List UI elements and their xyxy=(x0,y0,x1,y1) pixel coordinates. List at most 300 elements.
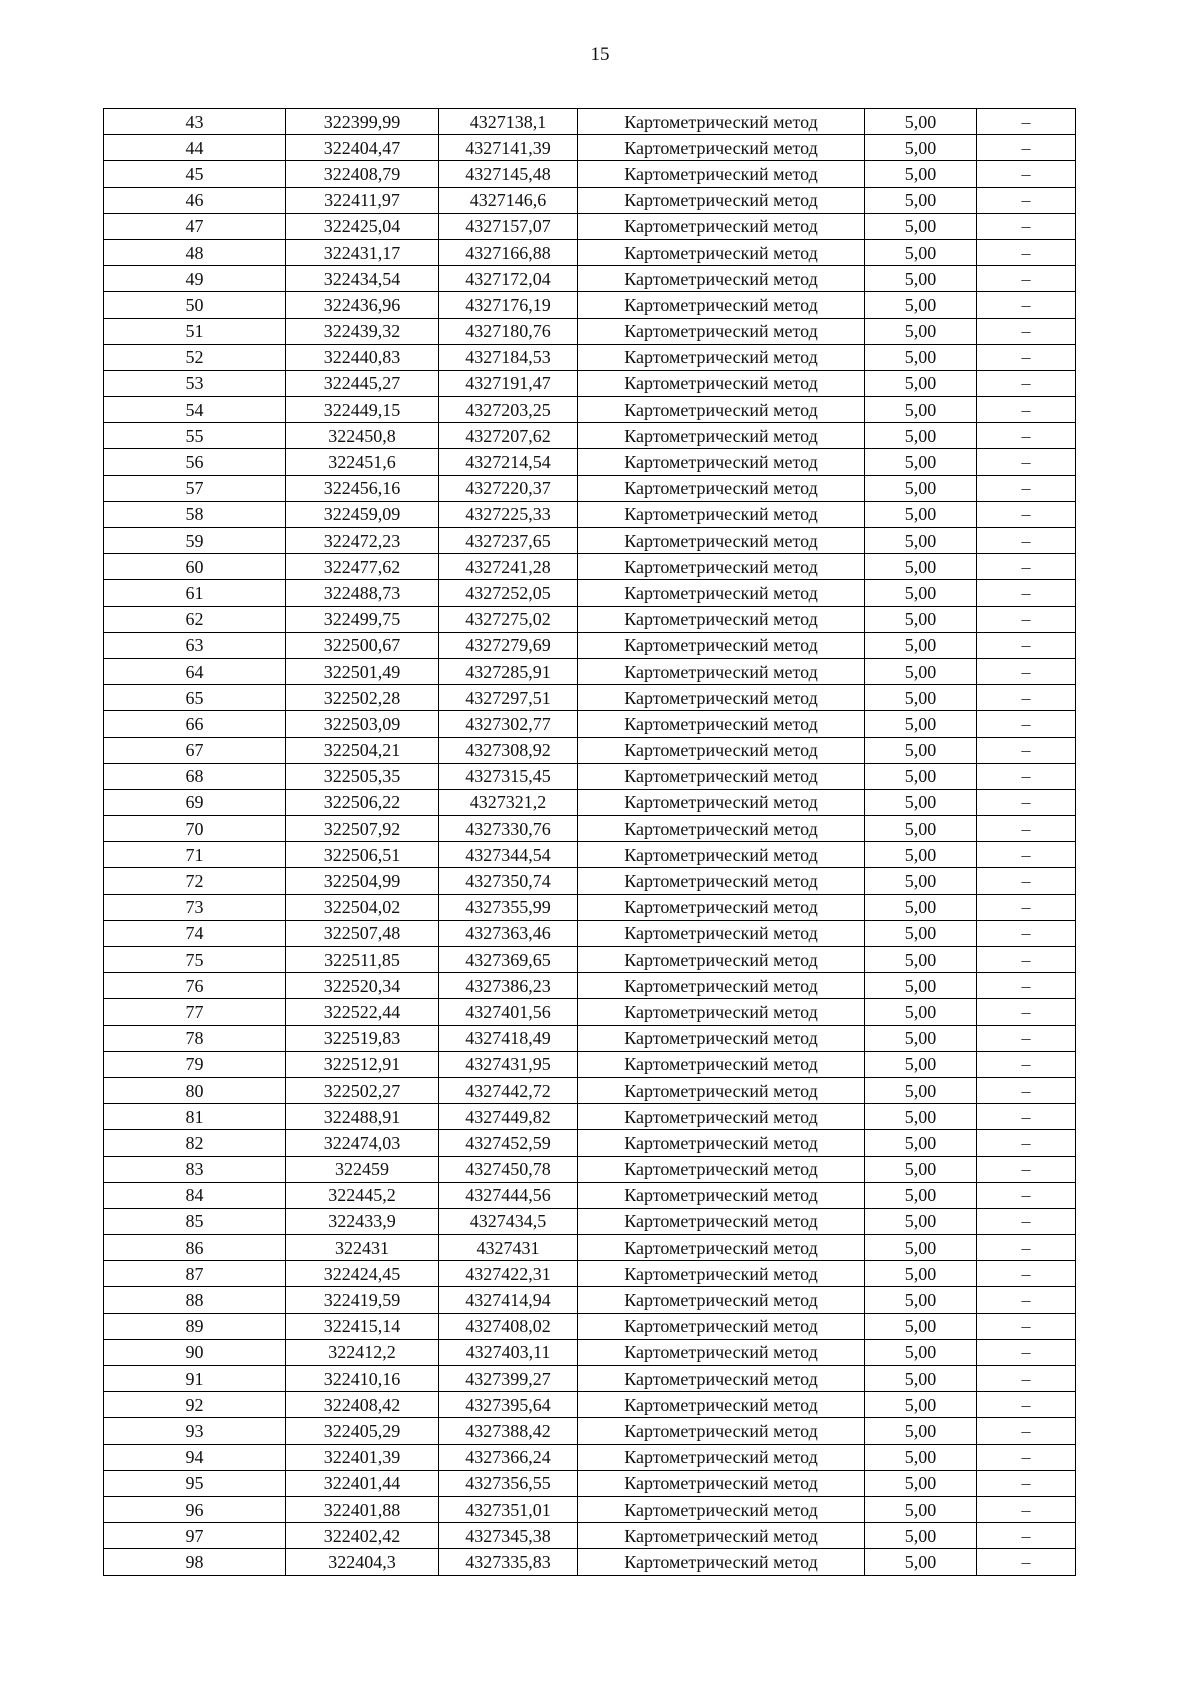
empty-value-dash-cell: – xyxy=(977,1287,1076,1313)
point-number-cell: 86 xyxy=(104,1235,286,1261)
table-row xyxy=(104,711,1076,737)
y-coordinate-cell: 4327285,91 xyxy=(439,658,578,684)
empty-value-dash-cell: – xyxy=(977,894,1076,920)
table-row xyxy=(104,763,1076,789)
x-coordinate-cell: 322504,02 xyxy=(286,894,439,920)
point-number-cell: 84 xyxy=(104,1182,286,1208)
y-coordinate-cell: 4327369,65 xyxy=(439,947,578,973)
table-row xyxy=(104,1444,1076,1470)
point-number-cell: 43 xyxy=(104,109,286,135)
table-row xyxy=(104,554,1076,580)
point-number-cell: 65 xyxy=(104,685,286,711)
method-cell: Картометрический метод xyxy=(578,501,865,527)
method-cell: Картометрический метод xyxy=(578,580,865,606)
x-coordinate-cell: 322424,45 xyxy=(286,1261,439,1287)
x-coordinate-cell: 322404,3 xyxy=(286,1549,439,1575)
method-cell: Картометрический метод xyxy=(578,1444,865,1470)
table-row xyxy=(104,1208,1076,1234)
coordinates-table-body xyxy=(104,109,1076,1576)
precision-cell: 5,00 xyxy=(865,789,977,815)
y-coordinate-cell: 4327241,28 xyxy=(439,554,578,580)
x-coordinate-cell: 322503,09 xyxy=(286,711,439,737)
empty-value-dash-cell: – xyxy=(977,1496,1076,1522)
y-coordinate-cell: 4327220,37 xyxy=(439,475,578,501)
empty-value-dash-cell: – xyxy=(977,1418,1076,1444)
x-coordinate-cell: 322451,6 xyxy=(286,449,439,475)
table-row xyxy=(104,1418,1076,1444)
method-cell: Картометрический метод xyxy=(578,816,865,842)
empty-value-dash-cell: – xyxy=(977,501,1076,527)
point-number-cell: 50 xyxy=(104,292,286,318)
table-row xyxy=(104,1470,1076,1496)
method-cell: Картометрический метод xyxy=(578,1549,865,1575)
precision-cell: 5,00 xyxy=(865,1392,977,1418)
empty-value-dash-cell: – xyxy=(977,1261,1076,1287)
empty-value-dash-cell: – xyxy=(977,213,1076,239)
precision-cell: 5,00 xyxy=(865,344,977,370)
table-row xyxy=(104,135,1076,161)
precision-cell: 5,00 xyxy=(865,947,977,973)
table-row xyxy=(104,894,1076,920)
point-number-cell: 91 xyxy=(104,1366,286,1392)
point-number-cell: 67 xyxy=(104,737,286,763)
precision-cell: 5,00 xyxy=(865,449,977,475)
empty-value-dash-cell: – xyxy=(977,1366,1076,1392)
empty-value-dash-cell: – xyxy=(977,685,1076,711)
method-cell: Картометрический метод xyxy=(578,789,865,815)
empty-value-dash-cell: – xyxy=(977,135,1076,161)
point-number-cell: 53 xyxy=(104,370,286,396)
x-coordinate-cell: 322445,27 xyxy=(286,370,439,396)
precision-cell: 5,00 xyxy=(865,135,977,161)
y-coordinate-cell: 4327434,5 xyxy=(439,1208,578,1234)
point-number-cell: 73 xyxy=(104,894,286,920)
method-cell: Картометрический метод xyxy=(578,370,865,396)
x-coordinate-cell: 322408,42 xyxy=(286,1392,439,1418)
table-row xyxy=(104,606,1076,632)
empty-value-dash-cell: – xyxy=(977,1130,1076,1156)
x-coordinate-cell: 322520,34 xyxy=(286,973,439,999)
precision-cell: 5,00 xyxy=(865,1130,977,1156)
y-coordinate-cell: 4327297,51 xyxy=(439,685,578,711)
method-cell: Картометрический метод xyxy=(578,1418,865,1444)
method-cell: Картометрический метод xyxy=(578,1496,865,1522)
y-coordinate-cell: 4327302,77 xyxy=(439,711,578,737)
precision-cell: 5,00 xyxy=(865,187,977,213)
precision-cell: 5,00 xyxy=(865,318,977,344)
y-coordinate-cell: 4327176,19 xyxy=(439,292,578,318)
table-row xyxy=(104,1366,1076,1392)
method-cell: Картометрический метод xyxy=(578,475,865,501)
empty-value-dash-cell: – xyxy=(977,397,1076,423)
empty-value-dash-cell: – xyxy=(977,1208,1076,1234)
precision-cell: 5,00 xyxy=(865,1025,977,1051)
empty-value-dash-cell: – xyxy=(977,344,1076,370)
y-coordinate-cell: 4327366,24 xyxy=(439,1444,578,1470)
method-cell: Картометрический метод xyxy=(578,161,865,187)
precision-cell: 5,00 xyxy=(865,763,977,789)
x-coordinate-cell: 322440,83 xyxy=(286,344,439,370)
x-coordinate-cell: 322488,91 xyxy=(286,1104,439,1130)
table-row xyxy=(104,1235,1076,1261)
method-cell: Картометрический метод xyxy=(578,1077,865,1103)
point-number-cell: 51 xyxy=(104,318,286,344)
precision-cell: 5,00 xyxy=(865,1366,977,1392)
y-coordinate-cell: 4327395,64 xyxy=(439,1392,578,1418)
y-coordinate-cell: 4327184,53 xyxy=(439,344,578,370)
y-coordinate-cell: 4327172,04 xyxy=(439,266,578,292)
method-cell: Картометрический метод xyxy=(578,109,865,135)
y-coordinate-cell: 4327279,69 xyxy=(439,632,578,658)
y-coordinate-cell: 4327191,47 xyxy=(439,370,578,396)
coordinates-table xyxy=(103,108,1076,1576)
y-coordinate-cell: 4327450,78 xyxy=(439,1156,578,1182)
x-coordinate-cell: 322501,49 xyxy=(286,658,439,684)
x-coordinate-cell: 322412,2 xyxy=(286,1339,439,1365)
empty-value-dash-cell: – xyxy=(977,973,1076,999)
empty-value-dash-cell: – xyxy=(977,554,1076,580)
precision-cell: 5,00 xyxy=(865,685,977,711)
table-row xyxy=(104,947,1076,973)
empty-value-dash-cell: – xyxy=(977,109,1076,135)
method-cell: Картометрический метод xyxy=(578,842,865,868)
point-number-cell: 54 xyxy=(104,397,286,423)
x-coordinate-cell: 322507,92 xyxy=(286,816,439,842)
precision-cell: 5,00 xyxy=(865,1287,977,1313)
y-coordinate-cell: 4327355,99 xyxy=(439,894,578,920)
y-coordinate-cell: 4327414,94 xyxy=(439,1287,578,1313)
x-coordinate-cell: 322499,75 xyxy=(286,606,439,632)
empty-value-dash-cell: – xyxy=(977,868,1076,894)
x-coordinate-cell: 322431 xyxy=(286,1235,439,1261)
y-coordinate-cell: 4327345,38 xyxy=(439,1523,578,1549)
precision-cell: 5,00 xyxy=(865,1549,977,1575)
method-cell: Картометрический метод xyxy=(578,1261,865,1287)
empty-value-dash-cell: – xyxy=(977,1077,1076,1103)
precision-cell: 5,00 xyxy=(865,1182,977,1208)
y-coordinate-cell: 4327157,07 xyxy=(439,213,578,239)
empty-value-dash-cell: – xyxy=(977,1470,1076,1496)
y-coordinate-cell: 4327214,54 xyxy=(439,449,578,475)
y-coordinate-cell: 4327315,45 xyxy=(439,763,578,789)
method-cell: Картометрический метод xyxy=(578,1182,865,1208)
precision-cell: 5,00 xyxy=(865,1261,977,1287)
precision-cell: 5,00 xyxy=(865,1470,977,1496)
method-cell: Картометрический метод xyxy=(578,554,865,580)
table-row xyxy=(104,789,1076,815)
empty-value-dash-cell: – xyxy=(977,370,1076,396)
point-number-cell: 98 xyxy=(104,1549,286,1575)
point-number-cell: 63 xyxy=(104,632,286,658)
y-coordinate-cell: 4327321,2 xyxy=(439,789,578,815)
method-cell: Картометрический метод xyxy=(578,1366,865,1392)
y-coordinate-cell: 4327408,02 xyxy=(439,1313,578,1339)
point-number-cell: 61 xyxy=(104,580,286,606)
x-coordinate-cell: 322405,29 xyxy=(286,1418,439,1444)
y-coordinate-cell: 4327431,95 xyxy=(439,1051,578,1077)
table-row xyxy=(104,1496,1076,1522)
method-cell: Картометрический метод xyxy=(578,344,865,370)
empty-value-dash-cell: – xyxy=(977,789,1076,815)
table-row xyxy=(104,658,1076,684)
table-row xyxy=(104,318,1076,344)
precision-cell: 5,00 xyxy=(865,1496,977,1522)
y-coordinate-cell: 4327452,59 xyxy=(439,1130,578,1156)
x-coordinate-cell: 322401,39 xyxy=(286,1444,439,1470)
table-row xyxy=(104,109,1076,135)
point-number-cell: 47 xyxy=(104,213,286,239)
x-coordinate-cell: 322404,47 xyxy=(286,135,439,161)
point-number-cell: 83 xyxy=(104,1156,286,1182)
point-number-cell: 64 xyxy=(104,658,286,684)
precision-cell: 5,00 xyxy=(865,1444,977,1470)
point-number-cell: 82 xyxy=(104,1130,286,1156)
empty-value-dash-cell: – xyxy=(977,1025,1076,1051)
empty-value-dash-cell: – xyxy=(977,947,1076,973)
precision-cell: 5,00 xyxy=(865,397,977,423)
y-coordinate-cell: 4327225,33 xyxy=(439,501,578,527)
y-coordinate-cell: 4327403,11 xyxy=(439,1339,578,1365)
table-row xyxy=(104,1261,1076,1287)
point-number-cell: 44 xyxy=(104,135,286,161)
table-row xyxy=(104,999,1076,1025)
precision-cell: 5,00 xyxy=(865,423,977,449)
table-row xyxy=(104,1549,1076,1575)
y-coordinate-cell: 4327350,74 xyxy=(439,868,578,894)
precision-cell: 5,00 xyxy=(865,554,977,580)
precision-cell: 5,00 xyxy=(865,292,977,318)
precision-cell: 5,00 xyxy=(865,1156,977,1182)
empty-value-dash-cell: – xyxy=(977,763,1076,789)
precision-cell: 5,00 xyxy=(865,266,977,292)
empty-value-dash-cell: – xyxy=(977,737,1076,763)
x-coordinate-cell: 322434,54 xyxy=(286,266,439,292)
table-row xyxy=(104,1523,1076,1549)
method-cell: Картометрический метод xyxy=(578,868,865,894)
x-coordinate-cell: 322456,16 xyxy=(286,475,439,501)
x-coordinate-cell: 322502,27 xyxy=(286,1077,439,1103)
table-row xyxy=(104,1025,1076,1051)
table-row xyxy=(104,737,1076,763)
point-number-cell: 96 xyxy=(104,1496,286,1522)
point-number-cell: 75 xyxy=(104,947,286,973)
point-number-cell: 72 xyxy=(104,868,286,894)
method-cell: Картометрический метод xyxy=(578,1208,865,1234)
y-coordinate-cell: 4327145,48 xyxy=(439,161,578,187)
x-coordinate-cell: 322419,59 xyxy=(286,1287,439,1313)
empty-value-dash-cell: – xyxy=(977,816,1076,842)
table-row xyxy=(104,1287,1076,1313)
empty-value-dash-cell: – xyxy=(977,239,1076,265)
table-row xyxy=(104,1156,1076,1182)
x-coordinate-cell: 322410,16 xyxy=(286,1366,439,1392)
table-row xyxy=(104,1104,1076,1130)
y-coordinate-cell: 4327203,25 xyxy=(439,397,578,423)
precision-cell: 5,00 xyxy=(865,606,977,632)
method-cell: Картометрический метод xyxy=(578,920,865,946)
empty-value-dash-cell: – xyxy=(977,161,1076,187)
y-coordinate-cell: 4327449,82 xyxy=(439,1104,578,1130)
point-number-cell: 88 xyxy=(104,1287,286,1313)
precision-cell: 5,00 xyxy=(865,1051,977,1077)
table-row xyxy=(104,1077,1076,1103)
y-coordinate-cell: 4327146,6 xyxy=(439,187,578,213)
precision-cell: 5,00 xyxy=(865,1077,977,1103)
y-coordinate-cell: 4327141,39 xyxy=(439,135,578,161)
point-number-cell: 79 xyxy=(104,1051,286,1077)
empty-value-dash-cell: – xyxy=(977,1235,1076,1261)
precision-cell: 5,00 xyxy=(865,842,977,868)
method-cell: Картометрический метод xyxy=(578,1051,865,1077)
table-row xyxy=(104,973,1076,999)
y-coordinate-cell: 4327275,02 xyxy=(439,606,578,632)
table-row xyxy=(104,187,1076,213)
method-cell: Картометрический метод xyxy=(578,187,865,213)
empty-value-dash-cell: – xyxy=(977,1444,1076,1470)
point-number-cell: 52 xyxy=(104,344,286,370)
method-cell: Картометрический метод xyxy=(578,1392,865,1418)
y-coordinate-cell: 4327388,42 xyxy=(439,1418,578,1444)
empty-value-dash-cell: – xyxy=(977,1156,1076,1182)
table-row xyxy=(104,1051,1076,1077)
x-coordinate-cell: 322512,91 xyxy=(286,1051,439,1077)
x-coordinate-cell: 322459 xyxy=(286,1156,439,1182)
empty-value-dash-cell: – xyxy=(977,632,1076,658)
table-row xyxy=(104,370,1076,396)
table-row xyxy=(104,816,1076,842)
empty-value-dash-cell: – xyxy=(977,920,1076,946)
x-coordinate-cell: 322504,99 xyxy=(286,868,439,894)
precision-cell: 5,00 xyxy=(865,1104,977,1130)
empty-value-dash-cell: – xyxy=(977,1339,1076,1365)
x-coordinate-cell: 322511,85 xyxy=(286,947,439,973)
point-number-cell: 55 xyxy=(104,423,286,449)
x-coordinate-cell: 322504,21 xyxy=(286,737,439,763)
point-number-cell: 76 xyxy=(104,973,286,999)
empty-value-dash-cell: – xyxy=(977,1549,1076,1575)
precision-cell: 5,00 xyxy=(865,475,977,501)
empty-value-dash-cell: – xyxy=(977,580,1076,606)
table-row xyxy=(104,213,1076,239)
method-cell: Картометрический метод xyxy=(578,1313,865,1339)
point-number-cell: 92 xyxy=(104,1392,286,1418)
empty-value-dash-cell: – xyxy=(977,999,1076,1025)
x-coordinate-cell: 322506,51 xyxy=(286,842,439,868)
method-cell: Картометрический метод xyxy=(578,292,865,318)
method-cell: Картометрический метод xyxy=(578,947,865,973)
x-coordinate-cell: 322450,8 xyxy=(286,423,439,449)
empty-value-dash-cell: – xyxy=(977,528,1076,554)
method-cell: Картометрический метод xyxy=(578,632,865,658)
y-coordinate-cell: 4327431 xyxy=(439,1235,578,1261)
method-cell: Картометрический метод xyxy=(578,1156,865,1182)
empty-value-dash-cell: – xyxy=(977,475,1076,501)
point-number-cell: 45 xyxy=(104,161,286,187)
page-number: 15 xyxy=(590,44,610,65)
x-coordinate-cell: 322415,14 xyxy=(286,1313,439,1339)
table-row xyxy=(104,528,1076,554)
method-cell: Картометрический метод xyxy=(578,973,865,999)
table-row xyxy=(104,266,1076,292)
point-number-cell: 49 xyxy=(104,266,286,292)
empty-value-dash-cell: – xyxy=(977,1313,1076,1339)
y-coordinate-cell: 4327237,65 xyxy=(439,528,578,554)
table-row xyxy=(104,685,1076,711)
y-coordinate-cell: 4327442,72 xyxy=(439,1077,578,1103)
point-number-cell: 97 xyxy=(104,1523,286,1549)
point-number-cell: 70 xyxy=(104,816,286,842)
point-number-cell: 81 xyxy=(104,1104,286,1130)
table-row xyxy=(104,842,1076,868)
precision-cell: 5,00 xyxy=(865,580,977,606)
precision-cell: 5,00 xyxy=(865,816,977,842)
point-number-cell: 59 xyxy=(104,528,286,554)
method-cell: Картометрический метод xyxy=(578,711,865,737)
empty-value-dash-cell: – xyxy=(977,1523,1076,1549)
x-coordinate-cell: 322449,15 xyxy=(286,397,439,423)
y-coordinate-cell: 4327351,01 xyxy=(439,1496,578,1522)
x-coordinate-cell: 322436,96 xyxy=(286,292,439,318)
x-coordinate-cell: 322411,97 xyxy=(286,187,439,213)
point-number-cell: 93 xyxy=(104,1418,286,1444)
x-coordinate-cell: 322425,04 xyxy=(286,213,439,239)
point-number-cell: 87 xyxy=(104,1261,286,1287)
precision-cell: 5,00 xyxy=(865,894,977,920)
y-coordinate-cell: 4327335,83 xyxy=(439,1549,578,1575)
precision-cell: 5,00 xyxy=(865,658,977,684)
x-coordinate-cell: 322488,73 xyxy=(286,580,439,606)
x-coordinate-cell: 322500,67 xyxy=(286,632,439,658)
method-cell: Картометрический метод xyxy=(578,763,865,789)
method-cell: Картометрический метод xyxy=(578,1339,865,1365)
method-cell: Картометрический метод xyxy=(578,1523,865,1549)
table-row xyxy=(104,580,1076,606)
table-row xyxy=(104,449,1076,475)
y-coordinate-cell: 4327399,27 xyxy=(439,1366,578,1392)
empty-value-dash-cell: – xyxy=(977,318,1076,344)
x-coordinate-cell: 322408,79 xyxy=(286,161,439,187)
method-cell: Картометрический метод xyxy=(578,1235,865,1261)
table-row xyxy=(104,475,1076,501)
precision-cell: 5,00 xyxy=(865,632,977,658)
empty-value-dash-cell: – xyxy=(977,1104,1076,1130)
method-cell: Картометрический метод xyxy=(578,213,865,239)
method-cell: Картометрический метод xyxy=(578,685,865,711)
precision-cell: 5,00 xyxy=(865,370,977,396)
method-cell: Картометрический метод xyxy=(578,266,865,292)
precision-cell: 5,00 xyxy=(865,501,977,527)
empty-value-dash-cell: – xyxy=(977,1182,1076,1208)
x-coordinate-cell: 322399,99 xyxy=(286,109,439,135)
y-coordinate-cell: 4327386,23 xyxy=(439,973,578,999)
precision-cell: 5,00 xyxy=(865,1339,977,1365)
y-coordinate-cell: 4327422,31 xyxy=(439,1261,578,1287)
table-row xyxy=(104,1313,1076,1339)
y-coordinate-cell: 4327330,76 xyxy=(439,816,578,842)
precision-cell: 5,00 xyxy=(865,737,977,763)
point-number-cell: 89 xyxy=(104,1313,286,1339)
method-cell: Картометрический метод xyxy=(578,239,865,265)
method-cell: Картометрический метод xyxy=(578,1104,865,1130)
method-cell: Картометрический метод xyxy=(578,894,865,920)
x-coordinate-cell: 322506,22 xyxy=(286,789,439,815)
precision-cell: 5,00 xyxy=(865,999,977,1025)
method-cell: Картометрический метод xyxy=(578,528,865,554)
precision-cell: 5,00 xyxy=(865,973,977,999)
empty-value-dash-cell: – xyxy=(977,292,1076,318)
precision-cell: 5,00 xyxy=(865,213,977,239)
y-coordinate-cell: 4327180,76 xyxy=(439,318,578,344)
